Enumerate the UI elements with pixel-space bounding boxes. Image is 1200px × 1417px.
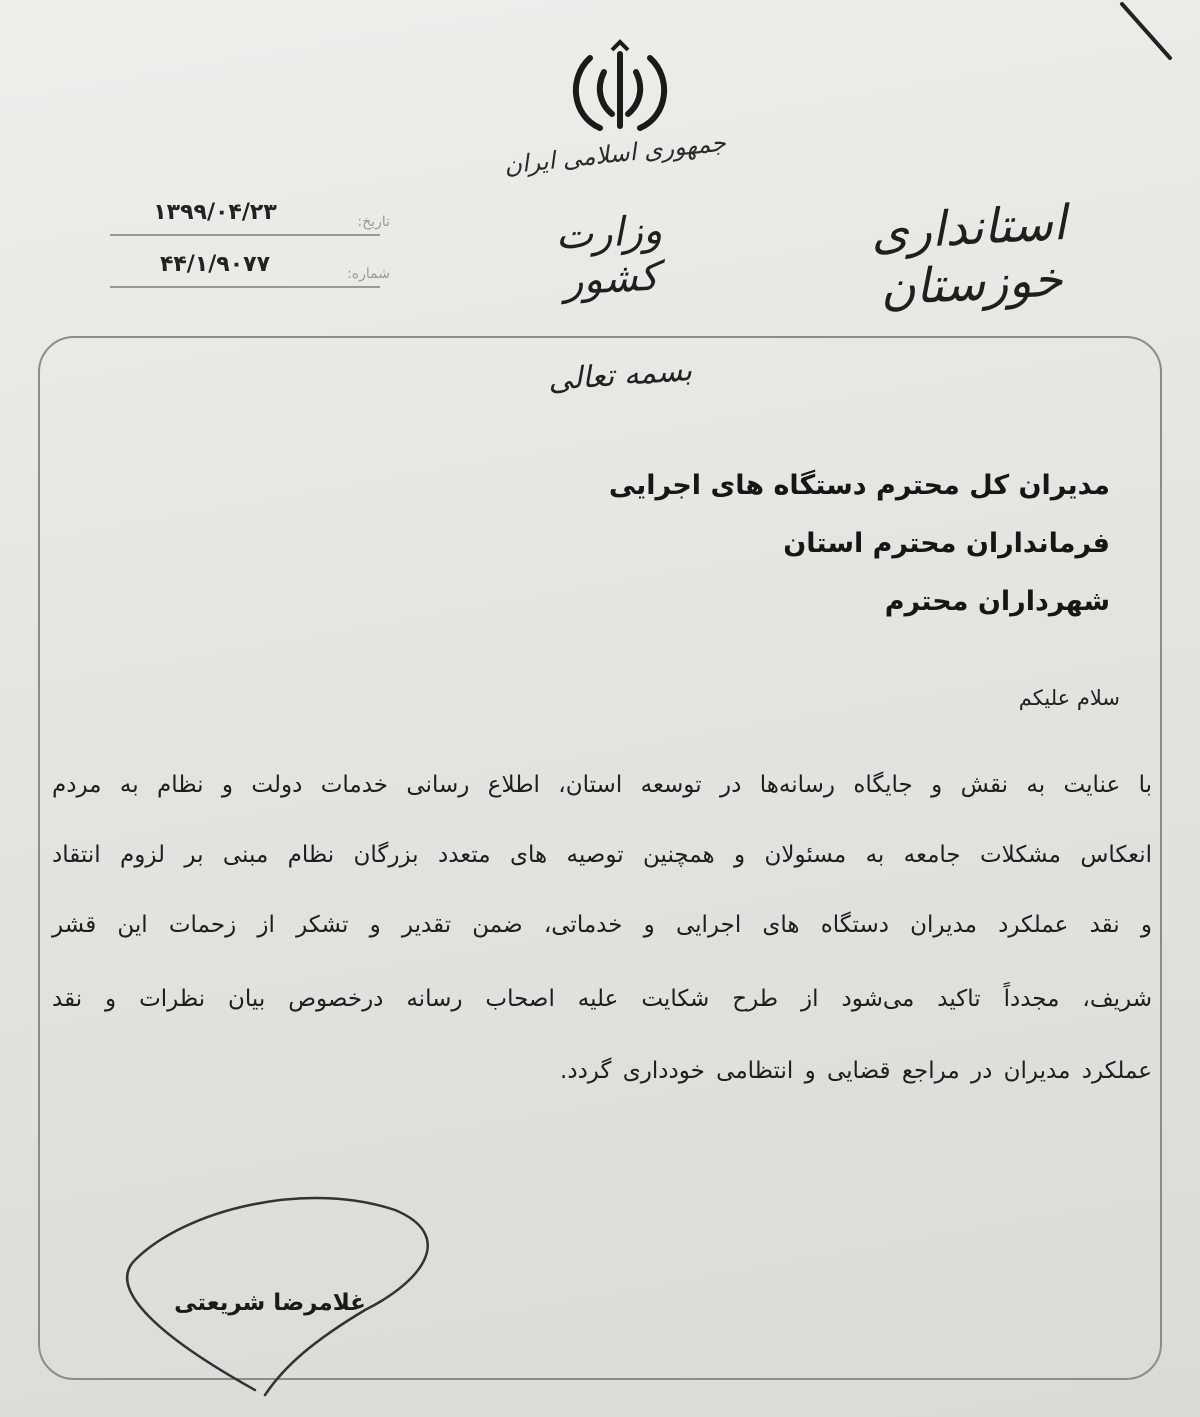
recipient-line: مدیران کل محترم دستگاه های اجرایی — [608, 470, 1110, 501]
iran-emblem-icon — [560, 38, 680, 138]
date-label: تاریخ: — [357, 214, 390, 230]
date-value: ۱۳۹۹/۰۴/۲۳ — [153, 200, 277, 225]
body-line: با عنایت به نقش و جایگاه رسانه‌ها در توسعه استان، اطلاع رسانی خدمات دولت و نظام به مردم — [52, 772, 1152, 798]
pen-stroke-mark — [1100, 0, 1200, 80]
body-line: و نقد عملکرد مدیران دستگاه های اجرایی و خدماتی، ضمن تقدیر و تشکر از زحمات این قشر — [52, 912, 1152, 938]
date-underline — [110, 234, 380, 236]
number-label: شماره: — [347, 266, 390, 282]
invocation: بسمه تعالی — [546, 353, 694, 398]
number-underline — [110, 286, 380, 288]
date-row — [110, 200, 390, 240]
governorate-title: استانداری خوزستان — [869, 194, 1068, 317]
greeting: سلام علیکم — [1018, 686, 1120, 710]
recipient-line: فرمانداران محترم استان — [783, 528, 1110, 559]
number-row — [110, 252, 390, 292]
ministry-title: وزارت کشور — [554, 207, 664, 305]
republic-title: جمهوری اسلامی ایران — [502, 128, 728, 180]
number-value: ۴۴/۱/۹۰۷۷ — [159, 252, 271, 277]
body-line: عملکرد مدیران در مراجع قضایی و انتظامی خودداری گردد. — [560, 1058, 1152, 1084]
body-line: شریف، مجدداً تاکید می‌شود از طرح شکایت علیه اصحاب رسانه درخصوص بیان نظرات و نقد — [52, 986, 1152, 1012]
body-line: انعکاس مشکلات جامعه به مسئولان و همچنین توصیه های متعدد بزرگان نظام مبنی بر لزوم انتقاد — [52, 842, 1152, 868]
signer-name: غلامرضا شریعتی — [174, 1290, 366, 1316]
recipient-line: شهرداران محترم — [884, 586, 1110, 617]
